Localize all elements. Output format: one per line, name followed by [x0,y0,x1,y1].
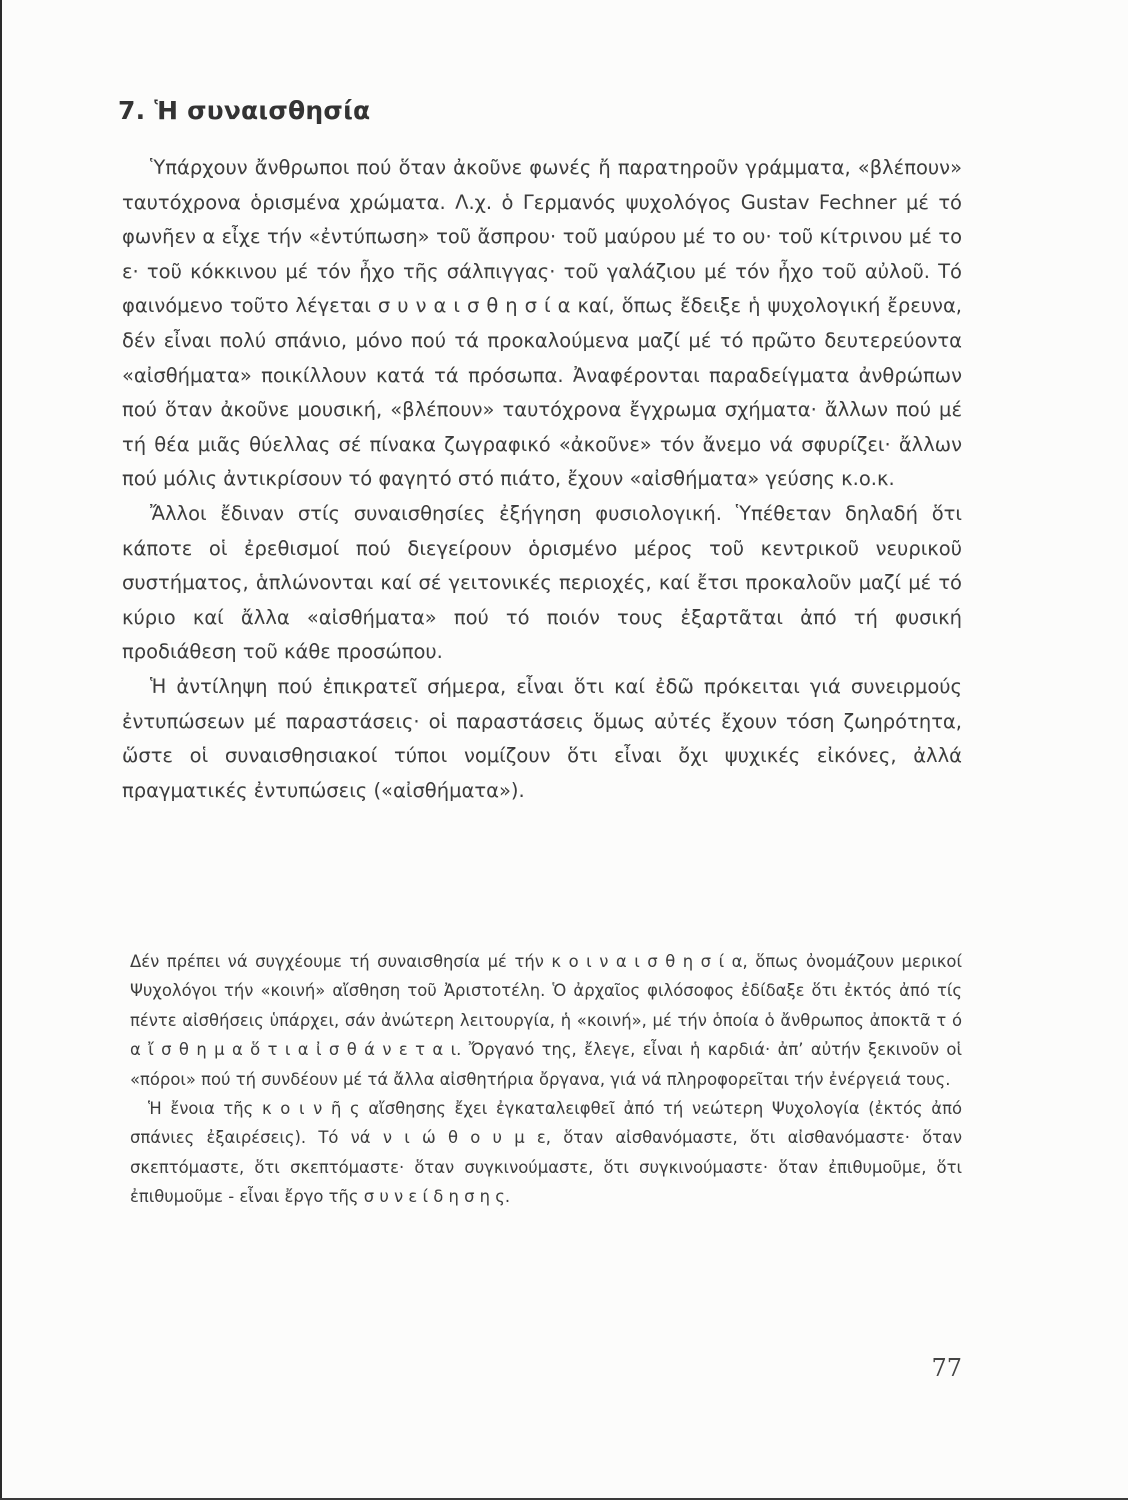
body-paragraph: Ἡ ἀντίληψη πού ἐπικρατεῖ σήμερα, εἶναι ὅτι καί ἐδῶ πρόκειται γιά συνειρμούς ἐντυπώσεων μέ παραστάσεις· οἱ παραστάσεις ὅμως αὐτές ἔχουν τόση ζωηρότητα, ὥστε οἱ συναισθησιακοί τύποι νομίζουν ὅτι εἶναι ὄχι ψυχικές εἰκόνες, ἀλλά πραγματικές ἐντυπώσεις («αἰσθήματα»). [122,674,962,802]
body-paragraph: Ἄλλοι ἔδιναν στίς συναισθησίες ἐξήγηση φυσιολογική. Ὑπέθεταν δηλαδή ὅτι κάποτε οἱ ἐρεθισμοί πού διεγείρουν ὁρισμένο μέρος τοῦ κεντρικοῦ νευρικοῦ συστήματος, ἁπλώνονται καί σέ γειτονικές περιοχές, καί ἔτσι προκαλοῦν μαζί μέ τό κύριο καί ἄλλα «αἰσθήματα» πού τό ποιόν τους ἐξαρτᾶται ἀπό τή φυσική προδιάθεση τοῦ κάθε προσώπου. [122,501,962,664]
footnote-paragraph: Ἡ ἔνοια τῆς κ ο ι ν ῆ ς αἴσθησης ἔχει ἐγκαταλειφθεῖ ἀπό τή νεώτερη Ψυχολογία (ἐκτός ἀπό σπάνιες ἐξαιρέσεις). Τό νά ν ι ώ θ ο υ μ ε, ὅταν αἰσθανόμαστε, ὅτι αἰσθανόμαστε· ὅταν σκεπτόμαστε, ὅτι σκεπτόμαστε· ὅταν συγκινούμαστε, ὅτι συγκινούμαστε· ὅταν ἐπιθυμοῦμε, ὅτι ἐπιθυμοῦμε - εἶναι ἔργο τῆς σ υ ν ε ί δ η σ η ς. [130,1099,962,1207]
main-body-text [122,151,962,808]
page-number: 77 [931,1354,962,1382]
section-heading: 7. Ἡ συναισθησία [118,96,371,125]
binding-edge [0,0,2,1500]
body-paragraph: Ὑπάρχουν ἄνθρωποι πού ὅταν ἀκοῦνε φωνές ἤ παρατηροῦν γράμματα, «βλέπουν» ταυτόχρονα ὁρισμένα χρώματα. Λ.χ. ὁ Γερμανός ψυχολόγος Gustav Fechner μέ τό φωνῆεν α εἶχε τήν «ἐντύπωση» τοῦ ἄσπρου· τοῦ μαύρου μέ το ου· τοῦ κίτρινου μέ το ε· τοῦ κόκκινου μέ τόν ἦχο τῆς σάλπιγγας· τοῦ γαλάζιου μέ τόν ἦχο τοῦ αὐλοῦ. Τό φαινόμενο τοῦτο λέγεται σ υ ν α ι σ θ η σ ί α καί, ὅπως ἔδειξε ἡ ψυχολογική ἔρευνα, δέν εἶναι πολύ σπάνιο, μόνο πού τά προκαλούμενα μαζί μέ τό πρῶτο δευτερεύοντα «αἰσθήματα» ποικίλλουν κατά τά πρόσωπα. Ἀναφέρονται παραδείγματα ἀνθρώπων πού ὅταν ἀκοῦνε μουσική, «βλέπουν» ταυτόχρονα ἔγχρωμα σχήματα· ἄλλων πού μέ τή θέα μιᾶς θύελλας σέ πίνακα ζωγραφικό «ἀκοῦνε» τόν ἄνεμο νά σφυρίζει· ἄλλων πού μόλις ἀντικρίσουν τό φαγητό στό πιάτο, ἔχουν «αἰσθήματα» γεύσης κ.ο.κ. [122,156,962,491]
footnote-paragraph: Δέν πρέπει νά συγχέουμε τή συναισθησία μέ τήν κ ο ι ν α ι σ θ η σ ί α, ὅπως ὀνομάζουν μερικοί Ψυχολόγοι τήν «κοινή» αἴσθηση τοῦ Ἀριστοτέλη. Ὁ ἀρχαῖος φιλόσοφος ἐδίδαξε ὅτι ἐκτός ἀπό τίς πέντε αἰσθήσεις ὑπάρχει, σάν ἀνώτερη λειτουργία, ἡ «κοινή», μέ τήν ὁποία ὁ ἄνθρωπος ἀποκτᾶ τ ό α ἴ σ θ η μ α ὅ τ ι α ἰ σ θ ά ν ε τ α ι. Ὄργανό της, ἔλεγε, εἶναι ἡ καρδιά· ἀπ’ αὐτήν ξεκινοῦν οἱ «πόροι» πού τή συνδέουν μέ τά ἄλλα αἰσθητήρια ὄργανα, γιά νά πληροφορεῖται τήν ἐνέργειά τους. [130,952,962,1089]
footnote-block [130,947,962,1212]
